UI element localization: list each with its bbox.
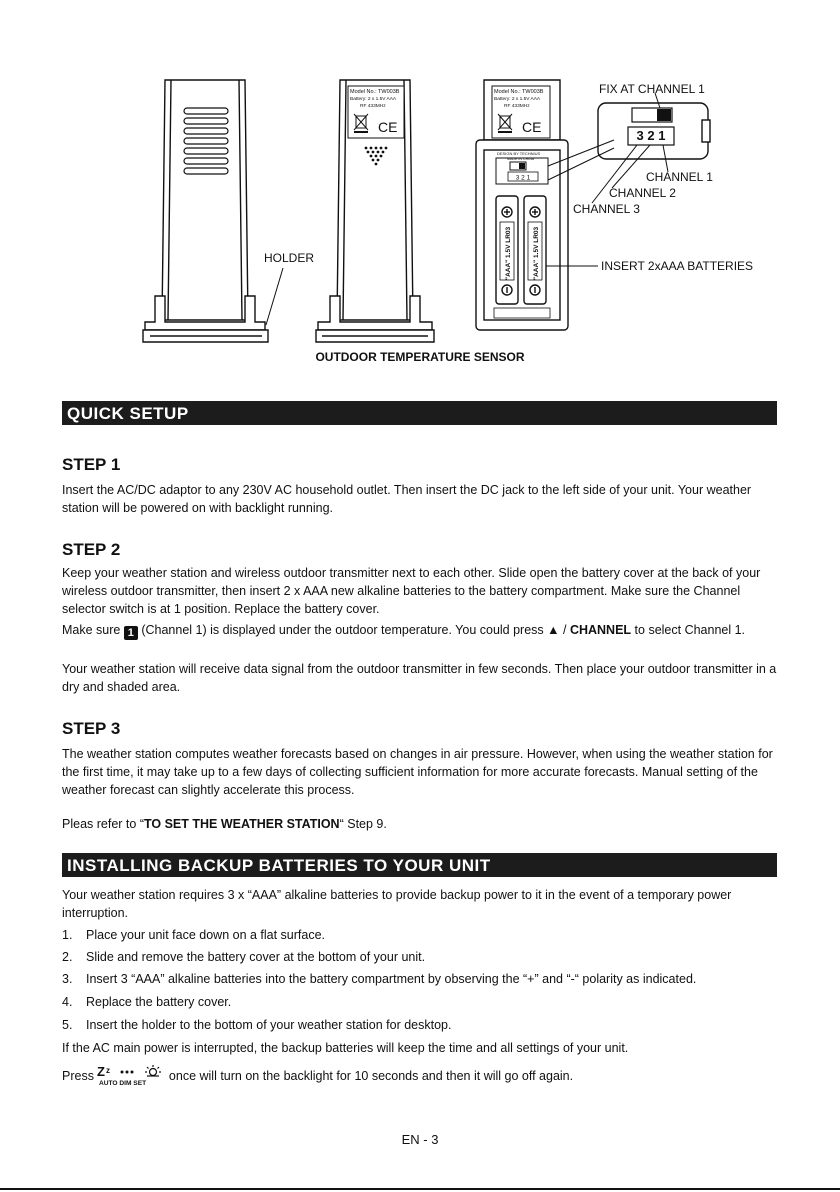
- plate-rf-1: RF 433MHz: [360, 104, 386, 109]
- press-text-b: once will turn on the backlight for 10 seconds and then it will go off again.: [168, 1069, 574, 1083]
- channel-button-label: CHANNEL: [569, 623, 632, 637]
- auto-dim-set-button-icon: [97, 1064, 165, 1086]
- step2-title: STEP 2: [62, 540, 121, 559]
- svg-text:CE: CE: [522, 119, 542, 135]
- svg-text:AUTO DIM SET: AUTO DIM SET: [99, 1080, 147, 1086]
- step2-text3: Your weather station will receive data signal from the outdoor transmitter in few seconds. Then place your outdoor transmitter in a dry and shaded area.: [62, 662, 777, 694]
- battery-text-2: "AAA" 1.5V LR03: [533, 226, 540, 280]
- step2-text2-c: to select Channel 1.: [634, 623, 746, 637]
- holder-label: HOLDER: [264, 251, 315, 265]
- fix-channel-label: FIX AT CHANNEL 1: [599, 82, 705, 96]
- plate-model-1: Model No.: TW003B: [350, 89, 400, 95]
- insert-batteries-label: INSERT 2xAAA BATTERIES: [601, 259, 754, 273]
- svg-text:z: z: [106, 1066, 111, 1075]
- step2-text2: [62, 621, 777, 640]
- list-item: 3. Insert 3 “AAA” alkaline batteries into the battery compartment by observing the “+” and “-“ polarity as indicated.: [62, 972, 697, 986]
- plate-battery-2: Battery: 2 x 1.5V AAA: [494, 97, 541, 102]
- plate-made: MADE IN CHINA: [507, 157, 535, 161]
- list-item: 2. Slide and remove the battery cover at the bottom of your unit.: [62, 950, 426, 964]
- svg-text:Z: Z: [97, 1064, 106, 1079]
- channel-1-icon: 1: [124, 626, 138, 640]
- backup-outro: If the AC main power is interrupted, the backup batteries will keep the time and all settings of your unit.: [62, 1041, 629, 1055]
- step3-text2-b: “ Step 9.: [339, 817, 387, 831]
- step1-text: Insert the AC/DC adaptor to any 230V AC household outlet. Then insert the DC jack to the left side of your unit. Your weather station will be powered on with backlight running.: [62, 483, 752, 515]
- plate-model-2: Model No.: TW003B: [494, 89, 544, 95]
- sensor-battery-view: [476, 80, 568, 330]
- plate-rf-2: RF 433MHz: [504, 104, 530, 109]
- bottom-rule: [0, 1188, 840, 1190]
- step3-title: STEP 3: [62, 719, 121, 738]
- sensor-diagram: [0, 0, 840, 370]
- list-item: 1. Place your unit face down on a flat surface.: [62, 928, 326, 942]
- diagram-caption: OUTDOOR TEMPERATURE SENSOR: [315, 350, 525, 364]
- step2-text2-a: Make sure: [62, 623, 121, 637]
- quick-setup-heading: QUICK SETUP: [62, 401, 777, 425]
- channel2-label: CHANNEL 2: [609, 186, 676, 200]
- step2-text2-b: (Channel 1) is displayed under the outdoor temperature. You could press ▲ /: [141, 623, 567, 637]
- step2-text1: Keep your weather station and wireless outdoor transmitter next to each other. Slide open the battery cover at the back of your wireless outdoor transmitter, then insert 2 x AAA new alkaline batteries to the battery compartment. Make sure the Channel selector switch is at 1 position. Replace the battery cover.: [62, 566, 761, 616]
- step3-text2-a: Pleas refer to “: [62, 817, 144, 831]
- sensor-front-view: [143, 80, 268, 342]
- plate-battery-1: Battery: 2 x 1.5V AAA: [350, 97, 397, 102]
- list-item: 5. Insert the holder to the bottom of your weather station for desktop.: [62, 1018, 452, 1032]
- plate-design: DESIGN BY TECHNIUS: [497, 151, 541, 156]
- step3-ref-title: TO SET THE WEATHER STATION: [143, 817, 340, 831]
- battery-text-1: "AAA" 1.5V LR03: [505, 226, 512, 280]
- list-item: 4. Replace the battery cover.: [62, 995, 232, 1009]
- switch-digits-zoom: 3 2 1: [636, 128, 666, 143]
- channel3-label: CHANNEL 3: [573, 202, 640, 216]
- switch-digits-small: 3 2 1: [515, 174, 531, 182]
- step3-text1: The weather station computes weather forecasts based on changes in air pressure. However, when using the weather station for the first time, it may take up to a few days of collecting sufficient information for more accurate forecasts. Manual setting of the weather forecast can slightly accelerate this process.: [62, 747, 773, 797]
- press-text-a: Press: [62, 1069, 94, 1083]
- page-number: EN - 3: [401, 1132, 439, 1147]
- channel1-label: CHANNEL 1: [646, 170, 713, 184]
- sensor-illustration: [0, 0, 840, 370]
- step1-title: STEP 1: [62, 455, 121, 474]
- backup-intro: Your weather station requires 3 x “AAA” alkaline batteries to provide backup power to it in the event of a temporary power interruption.: [62, 888, 732, 920]
- press-instruction: [62, 1064, 777, 1086]
- svg-text:CE: CE: [378, 119, 398, 135]
- sensor-back-view: [316, 80, 434, 342]
- step3-text2: [62, 815, 777, 833]
- backup-batteries-heading: INSTALLING BACKUP BATTERIES TO YOUR UNIT: [62, 853, 777, 877]
